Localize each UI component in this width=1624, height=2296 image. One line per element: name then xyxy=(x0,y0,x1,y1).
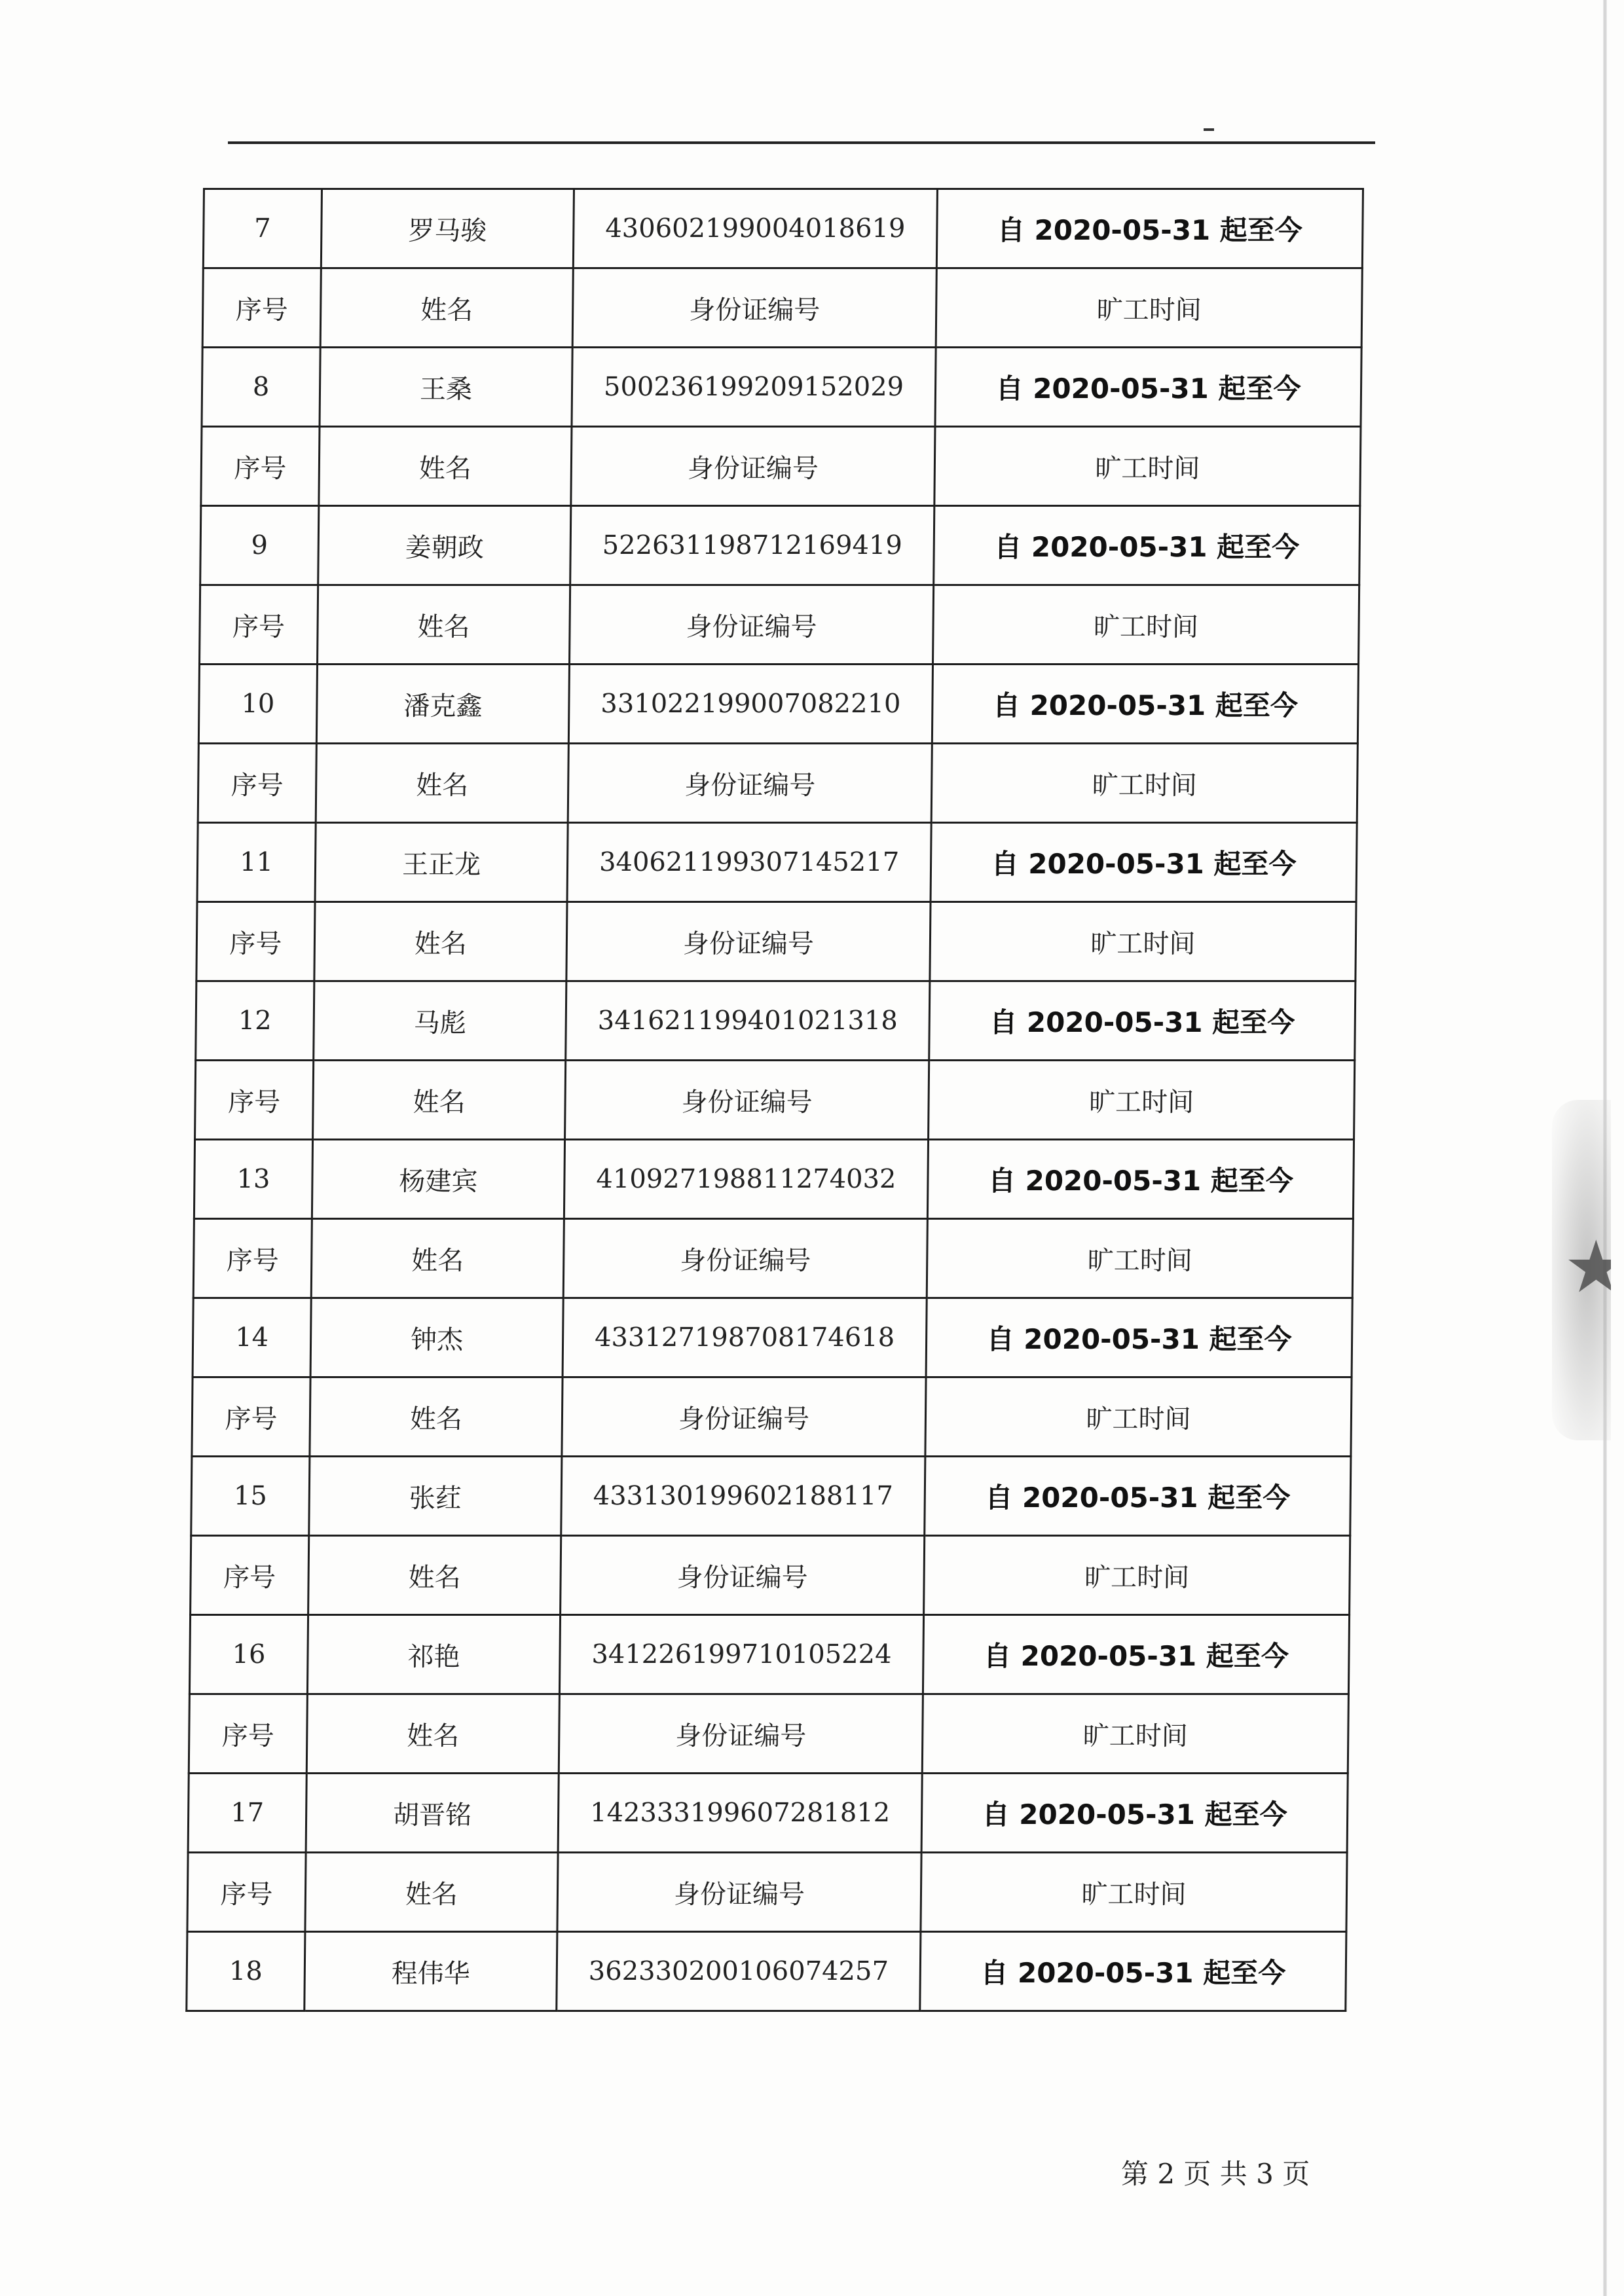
cell-period: 自 2020-05-31 起至今 xyxy=(935,348,1361,427)
header-cell-no: 序号 xyxy=(201,427,320,506)
header-cell-name: 姓名 xyxy=(316,744,568,823)
header-cell-id: 身份证编号 xyxy=(571,427,935,506)
cell-name: 潘克鑫 xyxy=(316,665,569,744)
cell-name: 钟杰 xyxy=(310,1298,563,1377)
cell-name: 胡晋铭 xyxy=(306,1774,559,1853)
table-row xyxy=(196,981,1356,1061)
cell-period: 自 2020-05-31 起至今 xyxy=(923,1615,1349,1694)
table-row xyxy=(188,1774,1348,1853)
header-cell-id: 身份证编号 xyxy=(561,1536,925,1615)
absence-table xyxy=(185,188,1364,2012)
header-cell-period: 旷工时间 xyxy=(934,427,1361,506)
cell-name: 罗马骏 xyxy=(321,189,574,268)
cell-id: 433130199602188117 xyxy=(561,1457,925,1536)
cell-no: 12 xyxy=(196,981,314,1061)
header-cell-no: 序号 xyxy=(193,1219,312,1298)
cell-no: 7 xyxy=(203,189,322,268)
table-row xyxy=(187,1932,1346,2011)
cell-name: 姜朝政 xyxy=(318,506,571,585)
cell-no: 11 xyxy=(197,823,316,902)
cell-id: 522631198712169419 xyxy=(570,506,934,585)
cell-period: 自 2020-05-31 起至今 xyxy=(921,1774,1348,1853)
header-cell-no: 序号 xyxy=(202,268,321,348)
header-cell-no: 序号 xyxy=(195,1061,314,1140)
header-cell-period: 旷工时间 xyxy=(925,1377,1352,1457)
cell-no: 15 xyxy=(191,1457,310,1536)
header-mark xyxy=(1204,128,1214,131)
cell-no: 8 xyxy=(202,348,320,427)
absence-table-wrapper xyxy=(185,188,1364,2012)
cell-id: 433127198708174618 xyxy=(563,1298,927,1377)
official-seal xyxy=(1552,1100,1611,1440)
cell-id: 362330200106074257 xyxy=(557,1932,921,2011)
table-header-row xyxy=(192,1377,1352,1457)
cell-name: 张荭 xyxy=(309,1457,562,1536)
table-header-row xyxy=(193,1219,1353,1298)
table-header-row xyxy=(202,268,1362,348)
cell-period: 自 2020-05-31 起至今 xyxy=(934,506,1360,585)
table-row xyxy=(189,1615,1349,1694)
header-cell-name: 姓名 xyxy=(319,427,572,506)
table-row xyxy=(202,348,1361,427)
cell-no: 9 xyxy=(200,506,319,585)
header-cell-id: 身份证编号 xyxy=(572,268,936,348)
header-cell-name: 姓名 xyxy=(320,268,573,348)
header-cell-name: 姓名 xyxy=(313,1061,566,1140)
table-header-row xyxy=(195,1061,1355,1140)
header-cell-no: 序号 xyxy=(198,744,316,823)
cell-id: 341226199710105224 xyxy=(559,1615,923,1694)
header-cell-id: 身份证编号 xyxy=(568,744,932,823)
table-row xyxy=(200,506,1360,585)
cell-period: 自 2020-05-31 起至今 xyxy=(936,189,1363,268)
cell-no: 18 xyxy=(187,1932,305,2011)
cell-name: 王正龙 xyxy=(315,823,568,902)
header-cell-period: 旷工时间 xyxy=(931,744,1357,823)
cell-no: 13 xyxy=(194,1140,312,1219)
header-cell-no: 序号 xyxy=(187,1853,306,1932)
header-cell-id: 身份证编号 xyxy=(557,1853,921,1932)
cell-name: 马彪 xyxy=(314,981,566,1061)
cell-no: 16 xyxy=(189,1615,308,1694)
table-header-row xyxy=(200,585,1359,665)
header-cell-name: 姓名 xyxy=(306,1694,559,1774)
header-cell-no: 序号 xyxy=(192,1377,310,1457)
header-cell-no: 序号 xyxy=(196,902,315,981)
header-cell-id: 身份证编号 xyxy=(562,1377,926,1457)
table-row xyxy=(197,823,1357,902)
header-cell-period: 旷工时间 xyxy=(922,1694,1348,1774)
cell-id: 410927198811274032 xyxy=(564,1140,928,1219)
table-row xyxy=(198,665,1358,744)
cell-period: 自 2020-05-31 起至今 xyxy=(925,1457,1351,1536)
header-cell-period: 旷工时间 xyxy=(930,902,1356,981)
header-cell-name: 姓名 xyxy=(305,1853,558,1932)
header-cell-name: 姓名 xyxy=(314,902,567,981)
cell-period: 自 2020-05-31 起至今 xyxy=(932,665,1358,744)
cell-id: 500236199209152029 xyxy=(572,348,936,427)
header-cell-name: 姓名 xyxy=(308,1536,561,1615)
header-cell-period: 旷工时间 xyxy=(927,1219,1353,1298)
cell-id: 142333199607281812 xyxy=(558,1774,922,1853)
table-header-row xyxy=(191,1536,1350,1615)
cell-id: 331022199007082210 xyxy=(568,665,932,744)
table-header-row xyxy=(198,744,1357,823)
header-cell-id: 身份证编号 xyxy=(563,1219,927,1298)
header-rule xyxy=(228,141,1375,144)
header-cell-name: 姓名 xyxy=(310,1377,563,1457)
header-cell-period: 旷工时间 xyxy=(936,268,1362,348)
header-cell-no: 序号 xyxy=(189,1694,307,1774)
cell-name: 杨建宾 xyxy=(312,1140,564,1219)
cell-id: 340621199307145217 xyxy=(567,823,931,902)
cell-period: 自 2020-05-31 起至今 xyxy=(926,1298,1352,1377)
table-row xyxy=(194,1140,1354,1219)
table-header-row xyxy=(201,427,1361,506)
cell-period: 自 2020-05-31 起至今 xyxy=(929,981,1356,1061)
header-cell-period: 旷工时间 xyxy=(921,1853,1347,1932)
cell-period: 自 2020-05-31 起至今 xyxy=(920,1932,1346,2011)
table-row xyxy=(193,1298,1352,1377)
absence-table-body xyxy=(187,189,1363,2011)
header-cell-id: 身份证编号 xyxy=(570,585,934,665)
cell-period: 自 2020-05-31 起至今 xyxy=(927,1140,1354,1219)
header-cell-name: 姓名 xyxy=(318,585,570,665)
cell-id: 430602199004018619 xyxy=(573,189,937,268)
cell-name: 程伟华 xyxy=(304,1932,557,2011)
cell-name: 祁艳 xyxy=(307,1615,560,1694)
header-cell-period: 旷工时间 xyxy=(933,585,1359,665)
cell-no: 17 xyxy=(188,1774,306,1853)
cell-name: 王桑 xyxy=(320,348,572,427)
header-cell-period: 旷工时间 xyxy=(924,1536,1350,1615)
header-cell-id: 身份证编号 xyxy=(566,902,931,981)
header-cell-no: 序号 xyxy=(191,1536,309,1615)
cell-period: 自 2020-05-31 起至今 xyxy=(931,823,1357,902)
page-number: 第 2 页 共 3 页 xyxy=(1121,2158,1310,2190)
table-row xyxy=(203,189,1363,268)
cell-id: 341621199401021318 xyxy=(566,981,930,1061)
table-header-row xyxy=(187,1853,1347,1932)
table-header-row xyxy=(196,902,1356,981)
header-cell-name: 姓名 xyxy=(311,1219,564,1298)
cell-no: 10 xyxy=(198,665,317,744)
header-cell-no: 序号 xyxy=(200,585,318,665)
header-cell-id: 身份证编号 xyxy=(565,1061,929,1140)
cell-no: 14 xyxy=(193,1298,311,1377)
header-cell-period: 旷工时间 xyxy=(929,1061,1355,1140)
table-header-row xyxy=(189,1694,1348,1774)
table-row xyxy=(191,1457,1351,1536)
header-cell-id: 身份证编号 xyxy=(559,1694,923,1774)
